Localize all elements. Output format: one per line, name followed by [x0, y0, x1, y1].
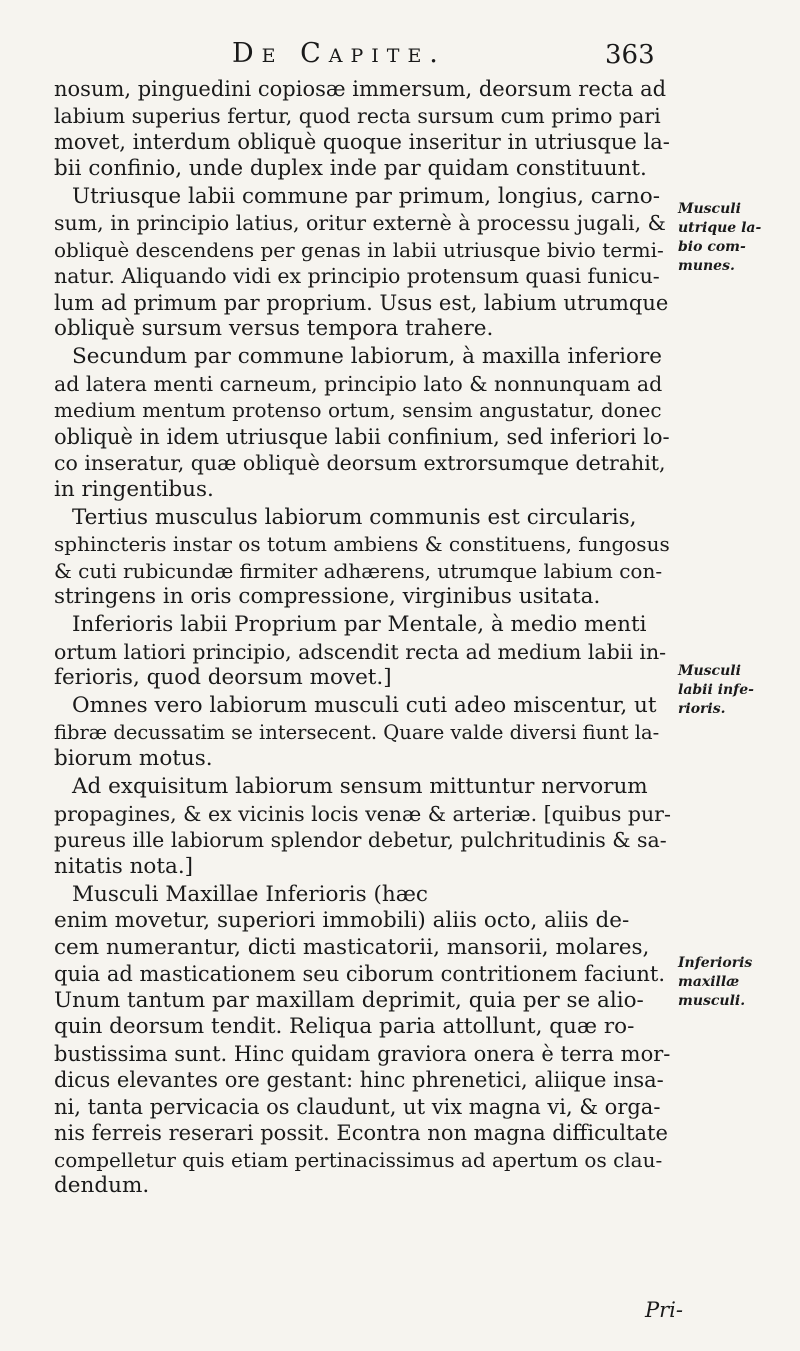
- margin-note-lower-jaw-muscles: [678, 954, 796, 1011]
- paragraph: [54, 774, 672, 880]
- text-line: medium mentum protenso ortum, sensim angustatur, donec: [54, 398, 662, 422]
- text-line: & cuti rubicundæ firmiter adhærens, utrumque labium con-: [54, 558, 663, 583]
- margin-note-line: Inferioris: [678, 955, 753, 971]
- text-line: Unum tantum par maxillam deprimit, quia per se alio-: [54, 987, 644, 1013]
- running-head: De Capite.: [232, 38, 446, 69]
- text-line: movet, interdum obliquè quoque inseritur in utriusque la-: [54, 130, 670, 154]
- text-line: Tertius musculus labiorum communis est circularis,: [72, 504, 637, 530]
- text-line: obliquè sursum versus tempora trahere.: [54, 316, 494, 341]
- text-line: ni, tanta pervicacia os claudunt, ut vix magna vi, & orga-: [54, 1094, 661, 1119]
- text-line: compelletur quis etiam pertinacissimus ad apertum os clau-: [54, 1147, 663, 1172]
- margin-note-common-lip-muscles: [678, 200, 796, 276]
- text-line: dendum.: [54, 1173, 150, 1198]
- paragraph: [54, 693, 672, 773]
- text-line: obliquè in idem utriusque labii confinium, sed inferiori lo-: [54, 424, 670, 449]
- page-header: [0, 34, 800, 74]
- text-line: ferioris, quod deorsum movet.]: [54, 665, 392, 690]
- text-line: enim movetur, superiori immobili) aliis octo, aliis de-: [54, 908, 630, 933]
- text-line: bustissima sunt. Hinc quidam graviora onera è terra mor-: [54, 1041, 671, 1066]
- text-line: quia ad masticationem seu ciborum contritionem faciunt.: [54, 962, 666, 986]
- text-line: co inseratur, quæ obliquè deorsum extrorsumque detrahit,: [54, 451, 666, 475]
- text-line: fibræ decussatim se intersecent. Quare valde diversi fiunt la-: [54, 720, 660, 744]
- text-line: in ringentibus.: [54, 476, 214, 502]
- margin-note-line: Musculi: [678, 201, 741, 217]
- text-line: pureus ille labiorum splendor debetur, pulchritudinis & sa-: [54, 828, 667, 852]
- text-line: dicus elevantes ore gestant: hinc phrenetici, aliique insa-: [54, 1068, 664, 1092]
- text-line: cem numerantur, dicti masticatorii, mansorii, molares,: [54, 934, 650, 960]
- paragraph: [54, 505, 672, 611]
- margin-note-line: Musculi: [678, 663, 741, 679]
- text-line: ad latera menti carneum, principio lato & nonnunquam ad: [54, 371, 663, 396]
- text-line: Ad exquisitum labiorum sensum mittuntur nervorum: [72, 774, 648, 799]
- margin-note-line: munes.: [678, 258, 735, 274]
- text-line: nis ferreis reserari possit. Econtra non magna difficultate: [54, 1121, 668, 1145]
- text-line: obliquè descendens per genas in labii utriusque bivio termi-: [54, 237, 664, 262]
- margin-note-line: labii infe-: [678, 682, 754, 698]
- text-line: sum, in principio latius, oritur externè à processu jugali, &: [54, 211, 666, 235]
- catchword: Pri-: [645, 1298, 683, 1322]
- text-line: labium superius fertur, quod recta sursum cum primo pari: [54, 103, 661, 128]
- margin-note-line: rioris.: [678, 701, 726, 717]
- text-line: biorum motus.: [54, 746, 213, 771]
- paragraph: [54, 184, 672, 343]
- paragraph: [54, 76, 672, 182]
- text-line: Omnes vero labiorum musculi cuti adeo miscentur, ut: [72, 693, 657, 718]
- body-text: [54, 76, 672, 1201]
- text-line: Inferioris labii Proprium par Mentale, à medio menti: [72, 612, 647, 637]
- text-line: sphincteris instar os totum ambiens & constituens, fungosus: [54, 532, 670, 556]
- text-line: stringens in oris compressione, virginibus usitata.: [54, 584, 601, 609]
- paragraph: [54, 882, 672, 1200]
- margin-note-line: utrique la-: [678, 220, 762, 236]
- text-line: ortum latiori principio, adscendit recta ad medium labii in-: [54, 639, 667, 664]
- text-line: natur. Aliquando vidi ex principio protensum quasi funicu-: [54, 264, 660, 288]
- text-line: propagines, & ex vicinis locis venæ & arteriæ. [quibus pur-: [54, 801, 671, 826]
- paragraph: [54, 612, 672, 692]
- margin-note-line: maxillæ: [678, 974, 740, 990]
- paragraph: [54, 344, 672, 503]
- text-line: bii confinio, unde duplex inde par quidam constituunt.: [54, 155, 647, 181]
- text-line: Utriusque labii commune par primum, longius, carno-: [72, 183, 660, 209]
- margin-note-line: musculi.: [678, 993, 746, 1009]
- text-line: nosum, pinguedini copiosæ immersum, deorsum recta ad: [54, 77, 667, 101]
- text-line: lum ad primum par proprium. Usus est, labium utrumque: [54, 290, 669, 315]
- margin-note-line: bio com-: [678, 239, 746, 255]
- text-line: nitatis nota.]: [54, 853, 194, 879]
- text-line: Musculi Maxillae Inferioris (hæc: [72, 881, 428, 907]
- margin-note-lower-lip-muscles: [678, 662, 796, 719]
- page-number: 363: [605, 40, 655, 70]
- text-line: Secundum par commune labiorum, à maxilla inferiore: [72, 344, 662, 369]
- text-line: quin deorsum tendit. Reliqua paria attollunt, quæ ro-: [54, 1014, 635, 1039]
